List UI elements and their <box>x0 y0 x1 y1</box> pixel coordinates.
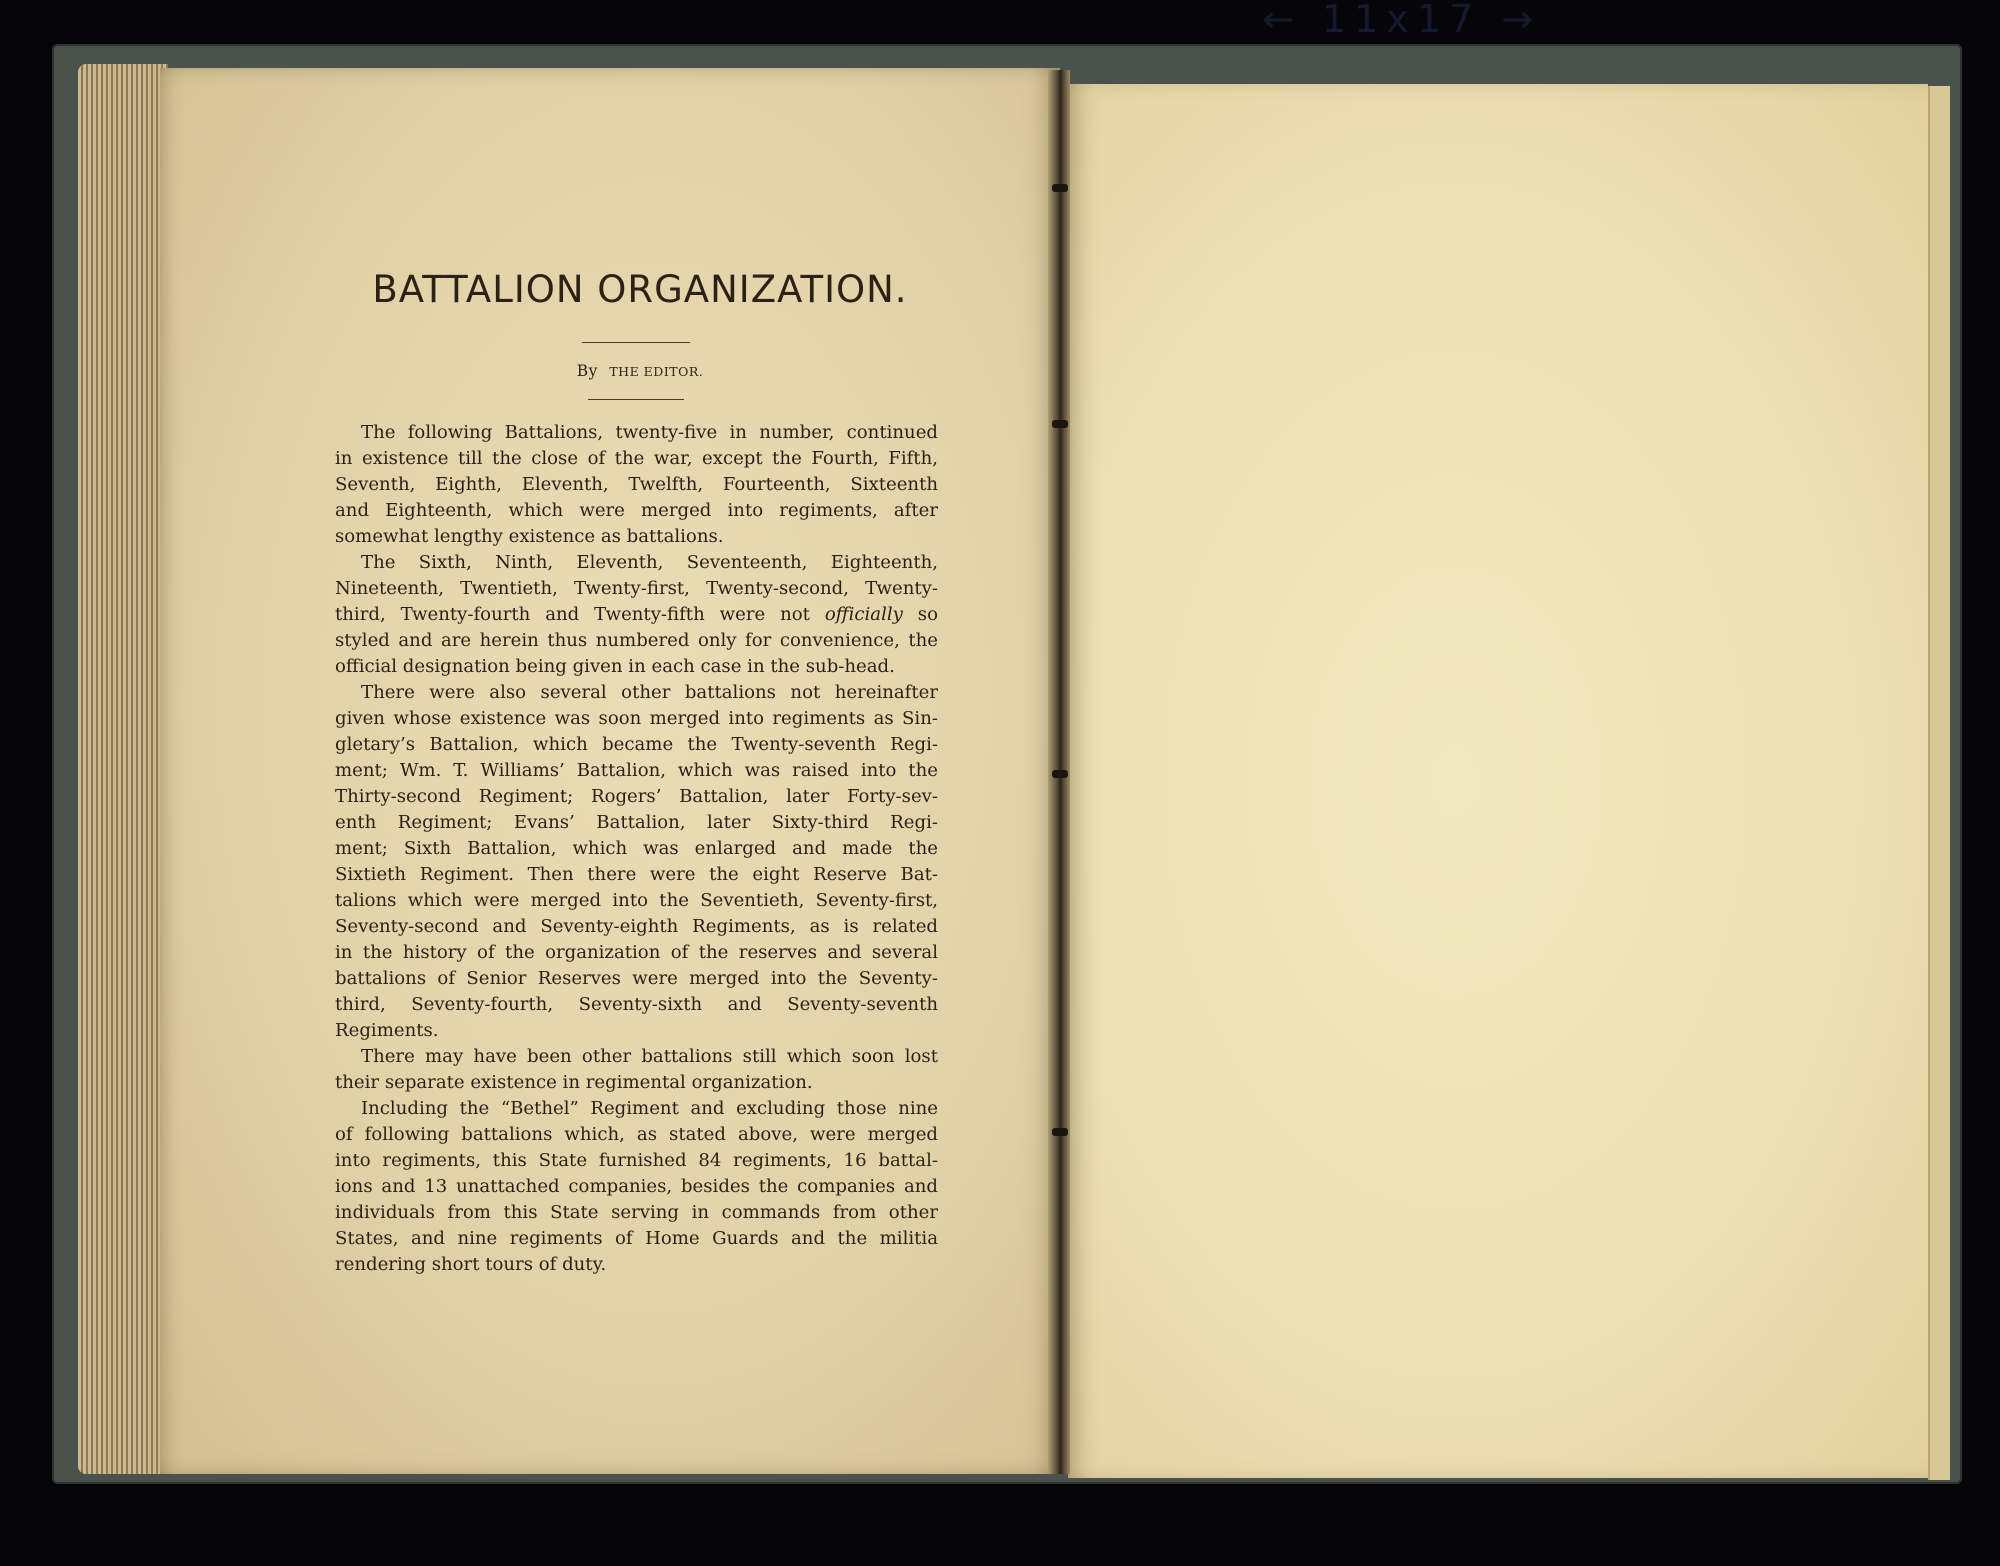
byline-rule <box>588 399 684 400</box>
text-line: Regiments. <box>335 1020 439 1041</box>
body-text <box>335 420 938 1278</box>
text-line: Sixtieth Regiment. Then there were the eight Reserve Bat- <box>335 864 938 885</box>
text-line: Seventy-second and Seventy-eighth Regiments, as is related <box>335 916 938 937</box>
text-line: and Eighteenth, which were merged into regiments, after <box>335 500 938 521</box>
byline-prefix: By <box>576 362 598 380</box>
text-line: ions and 13 unattached companies, besides the companies and <box>335 1176 938 1197</box>
paragraph <box>335 1044 938 1096</box>
text-line: of following battalions which, as stated above, were merged <box>335 1124 938 1145</box>
text-segment: third, Twenty-fourth and Twenty-fifth were not <box>335 604 810 625</box>
text-line: in the history of the organization of the reserves and several <box>335 942 938 963</box>
text-line: ment; Sixth Battalion, which was enlarged and made the <box>335 838 938 859</box>
binding-stitch <box>1052 770 1068 778</box>
italic-word: officially <box>824 604 903 625</box>
text-line: Seventh, Eighth, Eleventh, Twelfth, Fourteenth, Sixteenth <box>335 474 938 495</box>
text-line: States, and nine regiments of Home Guards and the militia <box>335 1228 938 1249</box>
paragraph <box>335 680 938 1044</box>
text-line: enth Regiment; Evans’ Battalion, later Sixty-third Regi- <box>335 812 938 833</box>
right-board-edge <box>1928 86 1950 1480</box>
text-line: individuals from this State serving in commands from other <box>335 1202 938 1223</box>
text-line: battalions of Senior Reserves were merged into the Seventy- <box>335 968 938 989</box>
right-page-blank <box>1068 84 1928 1478</box>
text-line: Nineteenth, Twentieth, Twenty-first, Twenty-second, Twenty- <box>335 578 938 599</box>
text-line: gletary’s Battalion, which became the Twenty-seventh Regi- <box>335 734 938 755</box>
text-line: There may have been other battalions still which soon lost <box>361 1046 938 1067</box>
paragraph <box>335 550 938 680</box>
text-line: Thirty-second Regiment; Rogers’ Battalion, later Forty-sev- <box>335 786 938 807</box>
text-line: There were also several other battalions not hereinafter <box>361 682 938 703</box>
page-edges <box>78 64 168 1474</box>
text-line-mixed <box>335 602 938 628</box>
binding-stitch <box>1052 1128 1068 1136</box>
text-line: ment; Wm. T. Williams’ Battalion, which was raised into the <box>335 760 938 781</box>
text-line: their separate existence in regimental organization. <box>335 1072 813 1093</box>
text-line: third, Seventy-fourth, Seventy-sixth and Seventy-seventh <box>335 994 938 1015</box>
text-line: into regiments, this State furnished 84 regiments, 16 battal- <box>335 1150 938 1171</box>
paragraph <box>335 420 938 550</box>
text-line: The Sixth, Ninth, Eleventh, Seventeenth, Eighteenth, <box>361 552 938 573</box>
binding-stitch <box>1052 184 1068 192</box>
text-line: styled and are herein thus numbered only for convenience, the <box>335 630 938 651</box>
byline-author: THE EDITOR. <box>609 364 704 379</box>
text-line: The following Battalions, twenty-five in number, continued <box>361 422 938 443</box>
text-segment: so <box>917 604 938 625</box>
text-line: official designation being given in each case in the sub-head. <box>335 656 895 677</box>
paragraph <box>335 1096 938 1278</box>
byline <box>320 362 960 380</box>
title-rule <box>582 342 690 343</box>
page-title: BATTALION ORGANIZATION. <box>372 268 908 311</box>
text-line: talions which were merged into the Seventieth, Seventy-first, <box>335 890 938 911</box>
text-line: Including the “Bethel” Regiment and excluding those nine <box>361 1098 938 1119</box>
text-line: in existence till the close of the war, except the Fourth, Fifth, <box>335 448 938 469</box>
scale-marker: ← 11x17 → <box>1262 0 1542 41</box>
binding-stitch <box>1052 420 1068 428</box>
text-line: somewhat lengthy existence as battalions. <box>335 526 724 547</box>
text-line: rendering short tours of duty. <box>335 1254 607 1275</box>
text-line: given whose existence was soon merged into regiments as Sin- <box>335 708 938 729</box>
